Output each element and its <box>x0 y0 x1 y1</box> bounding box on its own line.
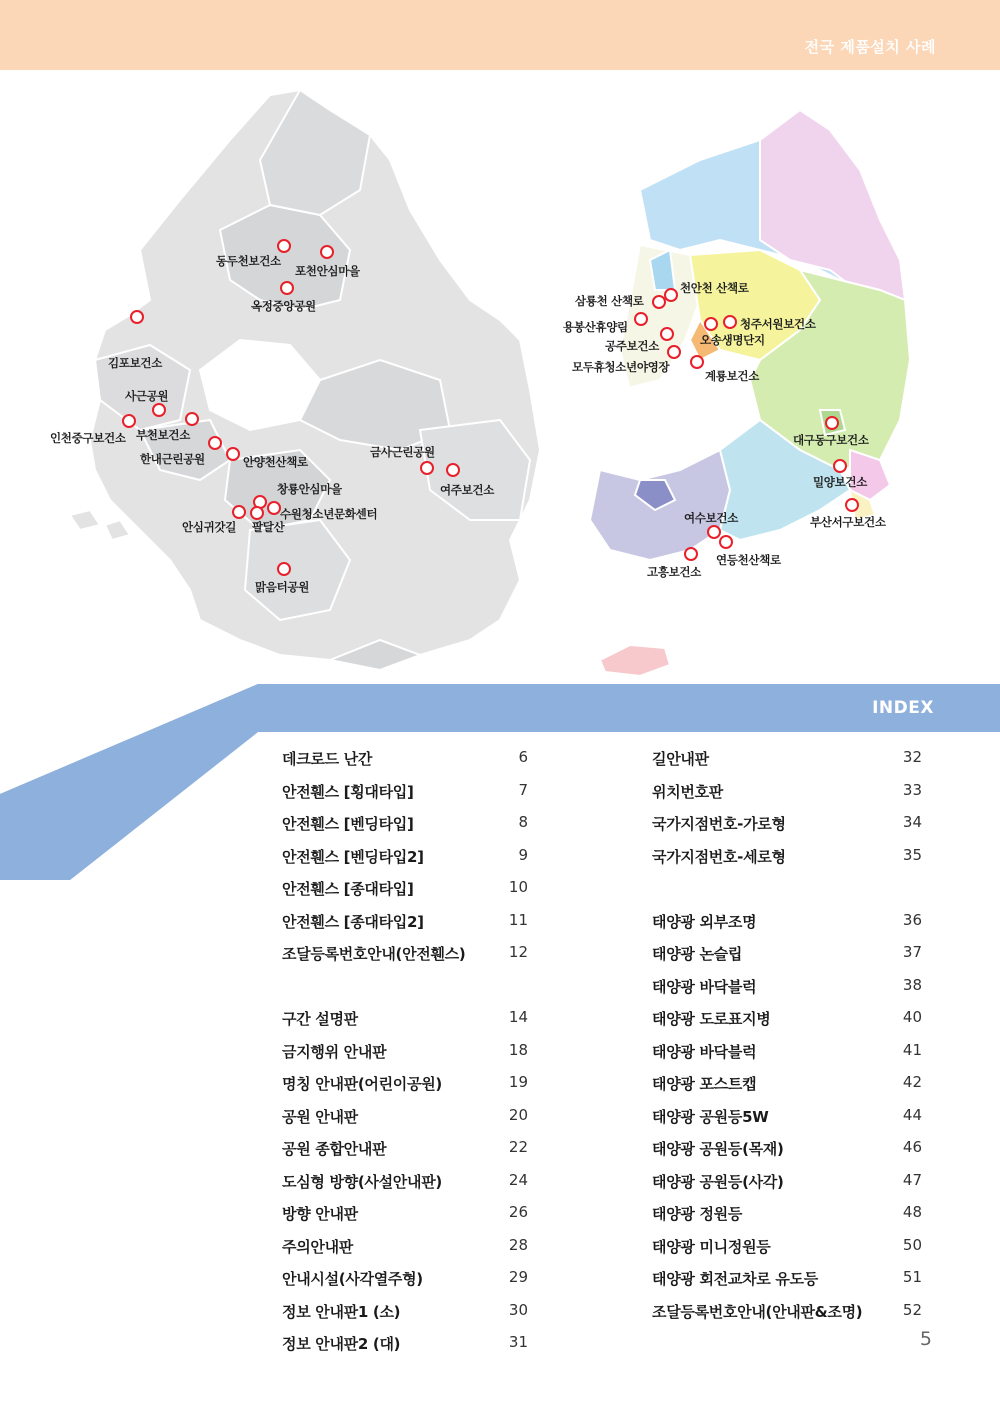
toc-entry-page: 6 <box>518 748 528 766</box>
toc-entry-page: 7 <box>518 780 528 799</box>
toc-entry-title: 태양광 포스트캡 <box>652 1075 757 1093</box>
location-marker <box>684 547 698 561</box>
map-label: 맑음터공원 <box>255 580 310 594</box>
map-label: 연등천산책로 <box>716 553 781 567</box>
toc-entry-page: 12 <box>508 943 528 961</box>
toc-entry-page: 19 <box>508 1073 528 1091</box>
toc-entry-title: 태양광 도로표지병 <box>652 1010 771 1028</box>
toc-entry-title: 주의안내판 <box>282 1237 353 1256</box>
toc-entry[interactable] <box>652 1197 926 1230</box>
map-label: 천안천 산책로 <box>680 281 749 295</box>
location-marker <box>420 461 434 475</box>
toc-entry[interactable] <box>282 1262 532 1295</box>
map-label: 계룡보건소 <box>705 369 760 383</box>
location-marker <box>280 281 294 295</box>
toc-entry-title: 안전휀스 [벤딩타입] <box>282 815 414 833</box>
toc-entry-page: 52 <box>902 1300 922 1319</box>
toc-entry-page: 9 <box>518 845 528 864</box>
toc-entry-title: 국가지점번호-가로형 <box>652 815 786 833</box>
toc-entry[interactable] <box>652 1230 926 1263</box>
toc-entry-page: 20 <box>508 1105 528 1124</box>
toc-entry[interactable] <box>652 742 926 775</box>
map-label: 안심귀갓길 <box>182 520 237 534</box>
toc-entry[interactable] <box>282 742 532 775</box>
map-label: 창룡안심마을 <box>277 482 342 496</box>
toc-entry[interactable] <box>652 1295 926 1328</box>
map-label: 부산서구보건소 <box>810 515 886 529</box>
toc-entry[interactable] <box>282 872 532 905</box>
toc-entry-page: 26 <box>508 1203 528 1221</box>
toc-entry[interactable] <box>282 840 532 873</box>
map-label: 고흥보건소 <box>647 565 702 579</box>
map-label: 수원청소년문화센터 <box>280 507 378 521</box>
toc-entry-page: 24 <box>508 1170 528 1189</box>
toc-entry[interactable] <box>282 1165 532 1198</box>
location-marker <box>664 288 678 302</box>
location-marker <box>226 447 240 461</box>
map-label: 안양천산책로 <box>243 455 308 469</box>
toc-entry-title: 태양광 미니정원등 <box>652 1237 771 1256</box>
toc-entry-title: 정보 안내판2 (대) <box>282 1335 401 1353</box>
toc-entry-page: 50 <box>902 1235 922 1254</box>
location-marker <box>232 505 246 519</box>
toc-entry[interactable] <box>652 970 926 1003</box>
toc-entry-title: 안전휀스 [종대타입2] <box>282 912 424 931</box>
toc-entry-page: 38 <box>902 975 922 994</box>
toc-entry-title: 위치번호판 <box>652 782 723 801</box>
toc-entry-title: 공원 안내판 <box>282 1107 358 1126</box>
toc-entry-title: 명칭 안내판(어린이공원) <box>282 1075 442 1093</box>
toc-entry-page: 36 <box>902 910 922 929</box>
toc-entry[interactable] <box>652 1035 926 1068</box>
location-marker <box>690 355 704 369</box>
toc-entry-title: 방향 안내판 <box>282 1205 358 1223</box>
map-label: 옥정중앙공원 <box>251 299 316 313</box>
location-marker <box>250 506 264 520</box>
toc-entry[interactable] <box>282 937 532 970</box>
location-marker <box>652 295 666 309</box>
toc-entry-page: 28 <box>508 1235 528 1254</box>
toc-entry[interactable] <box>282 807 532 840</box>
toc-entry[interactable] <box>282 1327 532 1360</box>
toc-entry-title: 도심형 방향(사설안내판) <box>282 1172 442 1191</box>
toc-entry-page: 48 <box>902 1203 922 1221</box>
map-label: 대구동구보건소 <box>793 433 869 447</box>
toc-entry[interactable] <box>282 1100 532 1133</box>
toc-entry-page: 14 <box>508 1008 528 1026</box>
location-marker <box>152 403 166 417</box>
map-label: 금사근린공원 <box>370 445 435 459</box>
toc-entry-title: 태양광 바닥블럭 <box>652 977 757 996</box>
map-label: 인천중구보건소 <box>50 431 126 445</box>
map-label: 청주서원보건소 <box>740 317 816 331</box>
location-marker <box>825 416 839 430</box>
toc-entry[interactable] <box>282 1230 532 1263</box>
location-marker <box>723 315 737 329</box>
toc-entry-title: 태양광 회전교차로 유도등 <box>652 1270 818 1288</box>
toc-entry-page: 22 <box>508 1138 528 1156</box>
toc-entry-title: 태양광 공원등5W <box>652 1107 769 1126</box>
toc-entry-page: 37 <box>902 943 922 961</box>
location-marker <box>446 463 460 477</box>
toc-entry-page: 35 <box>902 845 922 864</box>
toc-entry-title: 구간 설명판 <box>282 1010 358 1028</box>
toc-entry[interactable] <box>652 1262 926 1295</box>
toc-entry <box>282 970 532 1003</box>
toc-entry[interactable] <box>282 775 532 808</box>
map-label: 김포보건소 <box>108 356 163 370</box>
toc-entry-title: 안전휀스 [벤딩타입2] <box>282 847 424 866</box>
toc-entry-title: 국가지점번호-세로형 <box>652 847 786 866</box>
map-label: 포천안심마을 <box>295 264 360 278</box>
location-marker <box>660 327 674 341</box>
location-marker <box>122 414 136 428</box>
toc-entry[interactable] <box>652 807 926 840</box>
location-marker <box>277 562 291 576</box>
toc-entry[interactable] <box>282 1067 532 1100</box>
maps-area <box>0 70 1000 685</box>
toc-entry[interactable] <box>652 1132 926 1165</box>
toc-entry-page: 32 <box>902 748 922 766</box>
location-marker <box>208 436 222 450</box>
map-label: 삼룡천 산책로 <box>575 294 644 308</box>
toc-entry-title: 태양광 공원등(목재) <box>652 1140 784 1158</box>
location-marker <box>833 459 847 473</box>
toc-entry-title: 조달등록번호안내(안내판&조명) <box>652 1302 863 1321</box>
toc-entry-page: 30 <box>508 1300 528 1319</box>
toc-entry[interactable] <box>282 1132 532 1165</box>
map-label: 모두휴청소년야영장 <box>572 360 670 374</box>
page-number: 5 <box>919 1328 932 1350</box>
location-marker <box>277 239 291 253</box>
map-label: 한내근린공원 <box>140 452 205 466</box>
toc-entry-page: 18 <box>508 1040 528 1059</box>
toc-entry-page: 51 <box>902 1268 922 1286</box>
toc-entry-title: 태양광 외부조명 <box>652 912 757 931</box>
map-label: 밀양보건소 <box>813 475 868 489</box>
location-marker <box>267 501 281 515</box>
toc-right-column <box>652 742 926 1327</box>
toc-entry-page: 8 <box>518 813 528 831</box>
toc-entry-page: 31 <box>508 1333 528 1351</box>
toc-entry[interactable] <box>652 1067 926 1100</box>
toc-entry-title: 금지행위 안내판 <box>282 1042 387 1061</box>
toc-entry-page: 41 <box>902 1040 922 1059</box>
toc-entry[interactable] <box>282 1002 532 1035</box>
toc-entry <box>652 872 926 905</box>
location-marker <box>634 312 648 326</box>
index-title: INDEX <box>872 698 934 718</box>
toc-entry[interactable] <box>652 1002 926 1035</box>
toc-entry[interactable] <box>282 1197 532 1230</box>
toc-entry[interactable] <box>652 905 926 938</box>
location-marker <box>320 245 334 259</box>
toc-entry-title: 태양광 바닥블럭 <box>652 1042 757 1061</box>
toc-entry-page: 29 <box>508 1268 528 1286</box>
toc-entry[interactable] <box>652 840 926 873</box>
toc-entry-title: 길안내판 <box>652 750 709 768</box>
toc-entry[interactable] <box>652 1165 926 1198</box>
toc-entry-title: 안내시설(사각열주형) <box>282 1270 423 1288</box>
section-title: 전국 제품설치 사례 <box>804 38 936 56</box>
toc-left-column <box>282 742 532 1360</box>
toc-entry[interactable] <box>282 1295 532 1328</box>
maps-illustration <box>0 70 1000 685</box>
toc-entry-title: 공원 종합안내판 <box>282 1140 387 1158</box>
toc-entry-title: 정보 안내판1 (소) <box>282 1302 401 1321</box>
map-label: 오송생명단지 <box>700 333 765 347</box>
location-marker <box>707 525 721 539</box>
location-marker <box>704 317 718 331</box>
location-marker <box>667 345 681 359</box>
toc-entry-page: 34 <box>902 813 922 831</box>
toc-entry-title: 태양광 공원등(사각) <box>652 1172 784 1191</box>
toc-entry[interactable] <box>652 937 926 970</box>
map-label: 여수보건소 <box>684 511 739 525</box>
toc-entry-page: 10 <box>508 878 528 896</box>
toc-entry-page: 47 <box>902 1170 922 1189</box>
toc-entry-title: 태양광 논슬립 <box>652 945 743 963</box>
toc-entry-title: 태양광 정원등 <box>652 1205 743 1223</box>
toc-entry-title: 안전휀스 [종대타입] <box>282 880 414 898</box>
toc-entry-page: 44 <box>902 1105 922 1124</box>
top-banner <box>0 0 1000 70</box>
toc-entry-title: 안전휀스 [횡대타입] <box>282 782 414 801</box>
location-marker <box>719 535 733 549</box>
toc-entry[interactable] <box>652 775 926 808</box>
toc-entry[interactable] <box>282 905 532 938</box>
map-label: 여주보건소 <box>440 483 495 497</box>
map-label: 용봉산휴양림 <box>563 320 628 334</box>
toc-entry-title: 조달등록번호안내(안전휀스) <box>282 945 466 963</box>
map-label: 팔달산 <box>252 520 285 534</box>
toc-entry-page: 42 <box>902 1073 922 1091</box>
toc-entry-page: 46 <box>902 1138 922 1156</box>
toc-entry[interactable] <box>652 1100 926 1133</box>
toc-entry[interactable] <box>282 1035 532 1068</box>
location-marker <box>185 412 199 426</box>
map-label: 동두천보건소 <box>216 254 281 268</box>
toc-entry-title: 데크로드 난간 <box>282 750 373 768</box>
korea-map <box>590 110 910 676</box>
map-label: 공주보건소 <box>605 339 660 353</box>
toc-entry-page: 33 <box>902 780 922 799</box>
location-marker <box>845 498 859 512</box>
map-label: 부천보건소 <box>136 428 191 442</box>
toc-entry-page: 11 <box>508 910 528 929</box>
location-marker <box>130 310 144 324</box>
map-label: 사근공원 <box>125 389 169 403</box>
toc-entry-page: 40 <box>902 1008 922 1026</box>
